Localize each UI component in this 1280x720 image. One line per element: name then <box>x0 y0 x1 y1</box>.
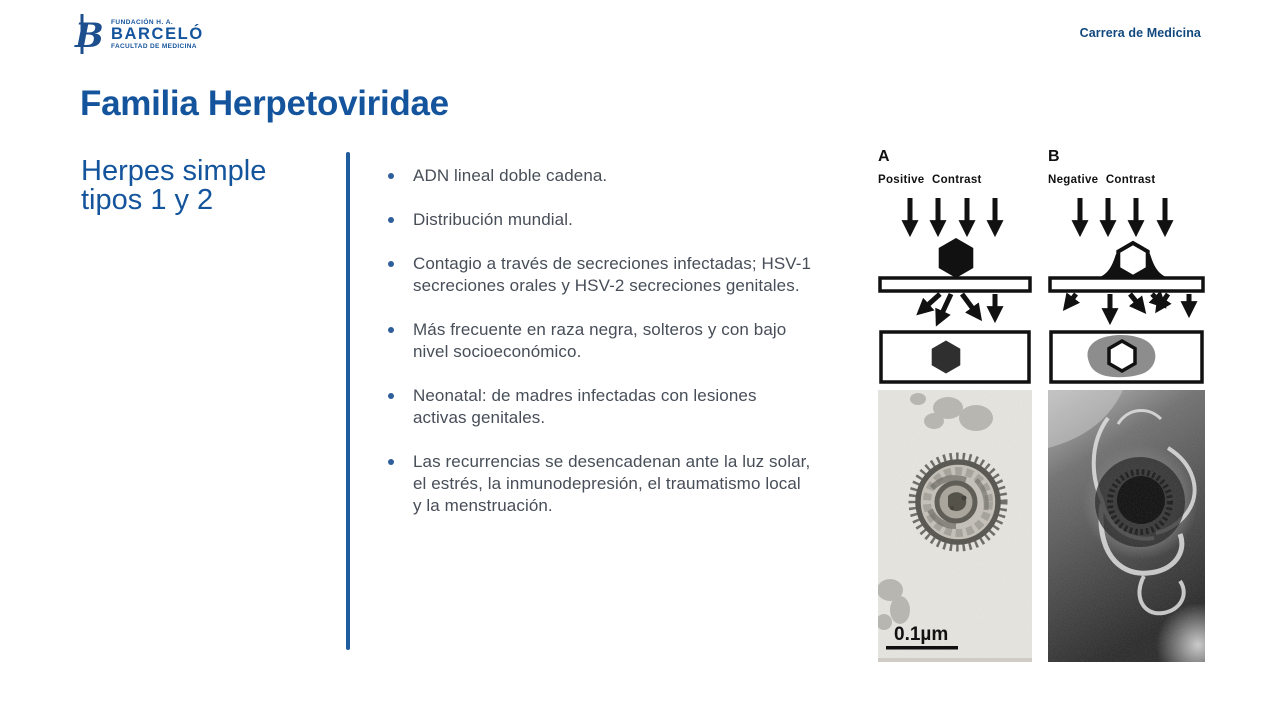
stained-virus-hexagon <box>939 238 974 278</box>
negative-contrast-micrograph <box>1048 390 1205 662</box>
bullet-dot-icon <box>388 173 394 179</box>
bullet-text: Distribución mundial. <box>413 210 573 229</box>
vertical-divider <box>346 152 350 650</box>
scattered-electron-arrows <box>920 294 995 322</box>
support-film-bar <box>1050 278 1203 291</box>
positive-contrast-micrograph <box>878 390 1032 662</box>
scale-bar-line <box>886 646 958 650</box>
bullet-dot-icon <box>388 393 394 399</box>
negative-contrast-diagram <box>1048 196 1205 384</box>
subtitle-line-2: tipos 1 y 2 <box>81 184 214 216</box>
panel-a-caption: Positive Contrast <box>878 174 982 186</box>
list-item <box>388 253 812 297</box>
list-item <box>388 319 812 363</box>
positive-contrast-diagram <box>878 196 1032 384</box>
figure-panel-positive-contrast <box>878 148 1032 645</box>
bullet-text: Contagio a través de secreciones infectadas; HSV-1 secreciones orales y HSV-2 secreciones genitales. <box>413 254 812 295</box>
list-item <box>388 165 812 187</box>
bullet-dot-icon <box>388 261 394 267</box>
white-virus-image-hexagon <box>1109 341 1135 371</box>
micrograph-bottom-edge <box>878 658 1032 662</box>
film-grain-overlay <box>878 390 1032 662</box>
figure-panel-negative-contrast <box>1048 148 1205 186</box>
logo-faculty-name: FACULTAD DE MEDICINA <box>111 42 197 50</box>
panel-b-label: B <box>1048 148 1060 165</box>
subtitle-line-1: Herpes simple <box>81 155 267 187</box>
bullet-dot-icon <box>388 327 394 333</box>
unstained-virus-hexagon <box>1118 243 1147 277</box>
panel-a-label: A <box>878 148 890 165</box>
bullet-text: ADN lineal doble cadena. <box>413 166 608 185</box>
bullet-text: Las recurrencias se desencadenan ante la luz solar, el estrés, la inmunodepresión, el traumatismo local y la menstruación. <box>413 452 811 515</box>
scattered-electron-arrows <box>1066 294 1189 320</box>
page-title: Familia Herpetoviridae <box>80 84 449 123</box>
barcelo-monogram-icon <box>70 12 106 56</box>
career-label: Carrera de Medicina <box>1079 26 1201 40</box>
electron-beam-arrows <box>910 198 995 232</box>
list-item <box>388 209 812 231</box>
bullet-text: Neonatal: de madres infectadas con lesiones activas genitales. <box>413 386 757 427</box>
bullet-dot-icon <box>388 217 394 223</box>
support-film-bar <box>880 278 1030 291</box>
panel-b-caption: Negative Contrast <box>1048 174 1156 186</box>
logo-foundation-name: FUNDACIÓN H. A. <box>111 18 174 26</box>
list-item <box>388 385 812 429</box>
logo-barcelo-name: BARCELÓ <box>111 24 204 43</box>
bullet-list <box>388 165 812 539</box>
topic-subtitle <box>81 157 266 215</box>
film-grain-overlay <box>1048 390 1205 662</box>
bullet-dot-icon <box>388 459 394 465</box>
barcelo-logo <box>70 12 204 56</box>
scale-bar-label: 0.1µm <box>894 624 949 645</box>
bullet-text: Más frecuente en raza negra, solteros y con bajo nivel socioeconómico. <box>413 320 787 361</box>
logo-text-block <box>111 19 204 50</box>
electron-beam-arrows <box>1080 198 1165 232</box>
list-item <box>388 451 812 517</box>
logo-monogram-letter: B <box>75 16 104 56</box>
